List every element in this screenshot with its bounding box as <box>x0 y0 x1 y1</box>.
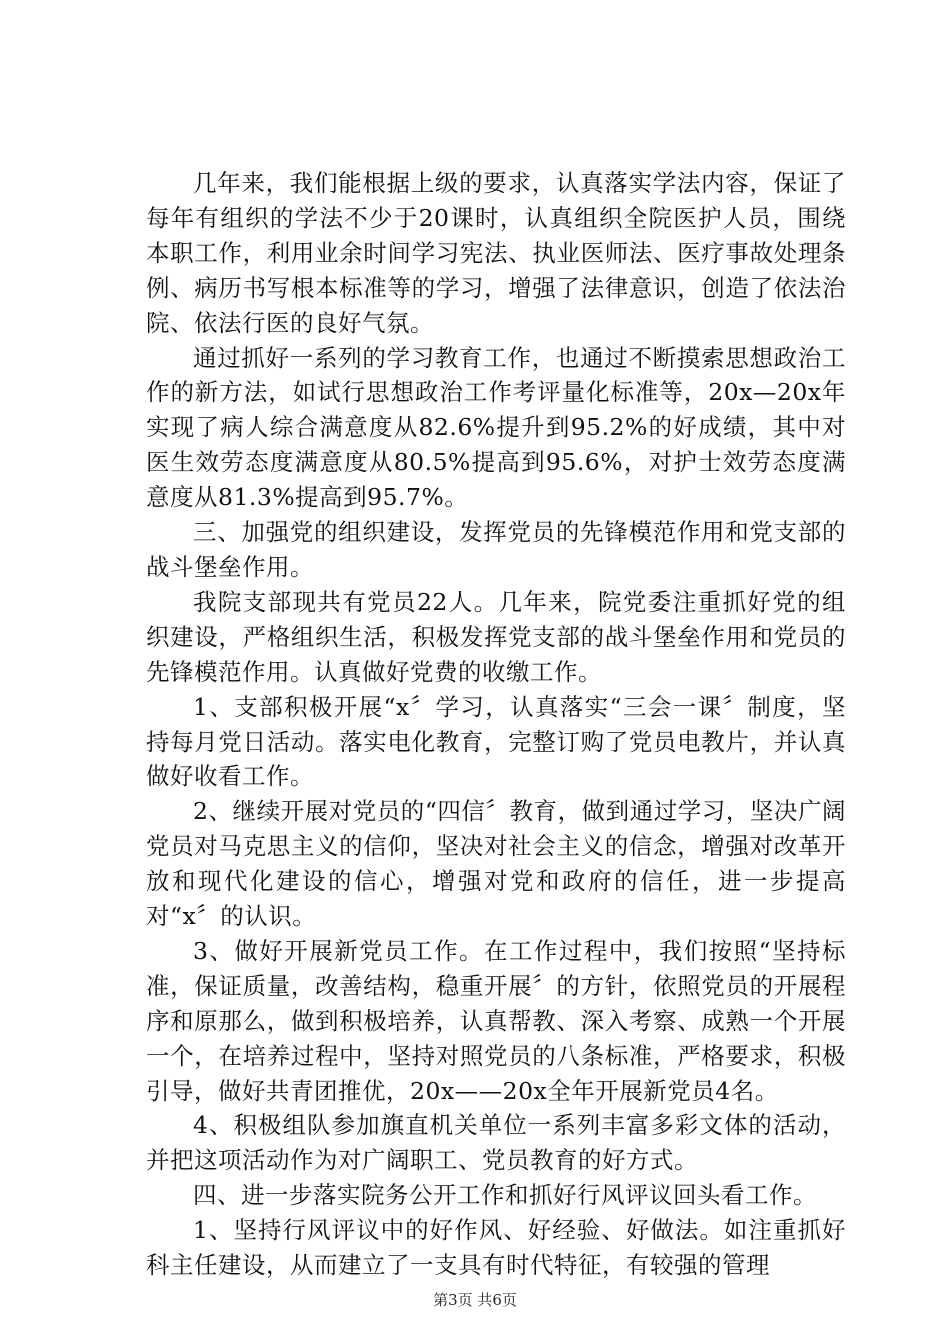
list-item-four-beliefs-education: 2、继续开展对党员的“四信〞教育，做到通过学习，坚决广阔党员对马克思主义的信仰，坚决对社会主义的信念，增强对改革开放和现代化建设的信心，增强对党和政府的信任，进一步提高对“x〞的认识。 <box>146 797 846 931</box>
page-number-footer: 第3页 共6页 <box>433 1291 517 1309</box>
list-item-study-activities: 1、支部积极开展“x〞学习，认真落实“三会一课〞制度，坚持每月党日活动。落实电化教育，完整订购了党员电教片，并认真做好收看工作。 <box>146 692 846 791</box>
paragraph-party-members: 我院支部现共有党员22人。几年来，院党委注重抓好党的组织建设，严格组织生活，积极发挥党支部的战斗堡垒作用和党员的先锋模范作用。认真做好党费的收缴工作。 <box>146 587 846 686</box>
document-body <box>146 166 846 1283</box>
list-item-industry-style: 1、坚持行风评议中的好作风、好经验、好做法。如注重抓好科主任建设，从而建立了一支具有时代特征，有较强的管理 <box>146 1216 846 1280</box>
section-heading-party-organization: 三、加强党的组织建设，发挥党员的先锋模范作用和党支部的战斗堡垒作用。 <box>146 518 846 581</box>
paragraph-satisfaction-results: 通过抓好一系列的学习教育工作，也通过不断摸索思想政治工作的新方法，如试行思想政治工作考评量化标准等，20x—20x年实现了病人综合满意度从82.6%提升到95.2%的好成绩，其中对医生效劳态度满意度从80.5%提高到95.6%，对护士效劳态度满意度从81.3%提高到95.7%。 <box>146 343 846 512</box>
list-item-cultural-activities: 4、积极组队参加旗直机关单位一系列丰富多彩文体的活动，并把这项活动作为对广阔职工、党员教育的好方式。 <box>146 1111 846 1175</box>
section-heading-affairs-disclosure: 四、进一步落实院务公开工作和抓好行风评议回头看工作。 <box>193 1181 817 1210</box>
paragraph-law-study: 几年来，我们能根据上级的要求，认真落实学法内容，保证了每年有组织的学法不少于20课时，认真组织全院医护人员，围绕本职工作，利用业余时间学习宪法、执业医师法、医疗事故处理条例、病历书写根本标准等的学习，增强了法律意识，创造了依法治院、依法行医的良好气氛。 <box>146 169 846 337</box>
list-item-new-members: 3、做好开展新党员工作。在工作过程中，我们按照“坚持标准，保证质量，改善结构，稳重开展〞的方针，依照党员的开展程序和原那么，做到积极培养，认真帮教、深入考察、成熟一个开展一个，在培养过程中，坚持对照党员的八条标准，严格要求，积极引导，做好共青团推优，20x——20x全年开展新党员4名。 <box>146 936 846 1105</box>
